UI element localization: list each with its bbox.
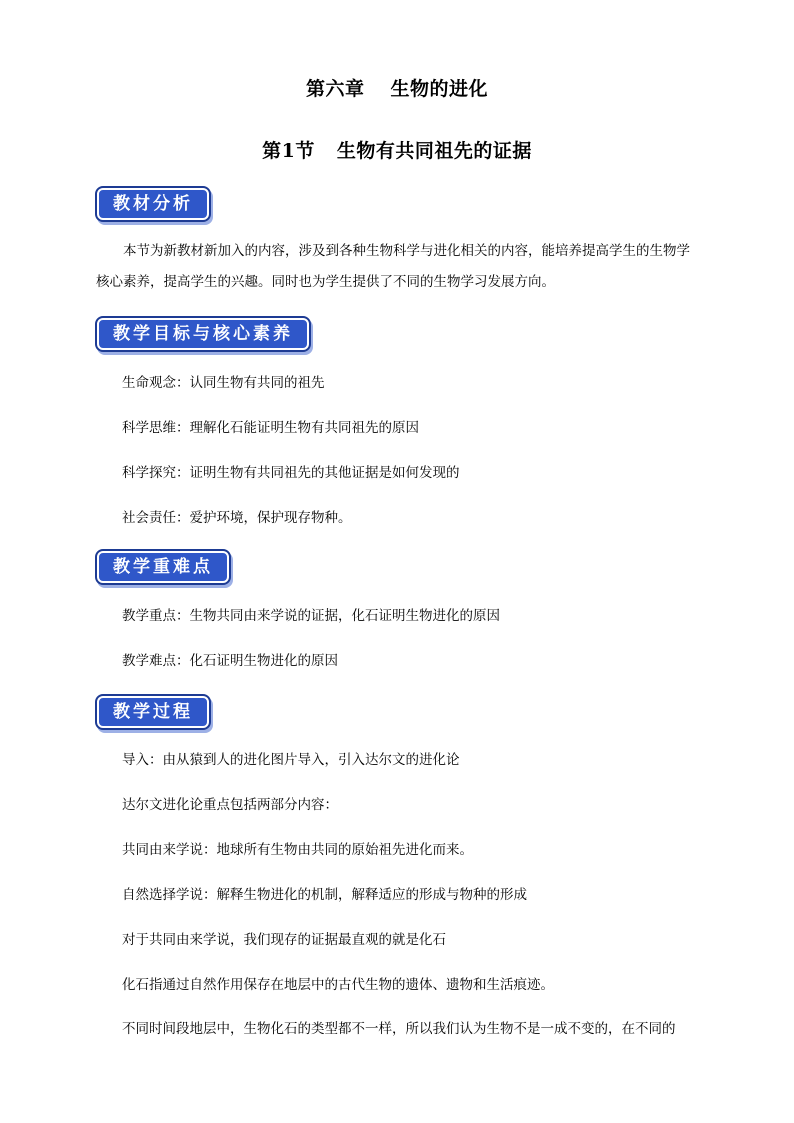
goal-social-responsibility: 社会责任：爱护环境，保护现存物种。: [122, 510, 352, 526]
process-line: 达尔文进化论重点包括两部分内容：: [122, 797, 338, 813]
chapter-number: 第六章: [305, 78, 365, 100]
section-number: 第1节: [262, 140, 315, 162]
process-line: 化石指通过自然作用保存在地层中的古代生物的遗体、遗物和生活痕迹。: [122, 977, 554, 993]
badge-teaching-process: 教学过程: [97, 696, 209, 728]
goal-scientific-inquiry: 科学探究：证明生物有共同祖先的其他证据是如何发现的: [122, 465, 460, 481]
analysis-paragraph: 本节为新教材新加入的内容，涉及到各种生物科学与进化相关的内容，能培养提高学生的生物学核心素养，提高学生的兴趣。同时也为学生提供了不同的生物学习发展方向。: [96, 243, 690, 290]
badge-textbook-analysis: 教材分析: [97, 188, 209, 220]
keypoint-focus: 教学重点：生物共同由来学说的证据，化石证明生物进化的原因: [122, 608, 500, 624]
keypoint-difficulty: 教学难点：化石证明生物进化的原因: [122, 653, 338, 669]
section-name: 生物有共同祖先的证据: [336, 140, 532, 162]
chapter-title: [0, 74, 794, 101]
section-title: [0, 136, 794, 163]
chapter-name: 生物的进化: [390, 78, 489, 100]
process-line: 自然选择学说：解释生物进化的机制，解释适应的形成与物种的形成: [122, 887, 527, 903]
process-line: 共同由来学说：地球所有生物由共同的原始祖先进化而来。: [122, 842, 473, 858]
process-line: 不同时间段地层中，生物化石的类型都不一样，所以我们认为生物不是一成不变的，在不同的: [122, 1021, 676, 1037]
process-line: 导入：由从猿到人的进化图片导入，引入达尔文的进化论: [122, 752, 460, 768]
badge-keypoints: 教学重难点: [97, 551, 229, 583]
goal-scientific-thinking: 科学思维：理解化石能证明生物有共同祖先的原因: [122, 420, 419, 436]
badge-goals: 教学目标与核心素养: [97, 318, 309, 350]
goal-life-concept: 生命观念：认同生物有共同的祖先: [122, 375, 325, 391]
process-line: 对于共同由来学说，我们现存的证据最直观的就是化石: [122, 932, 446, 948]
